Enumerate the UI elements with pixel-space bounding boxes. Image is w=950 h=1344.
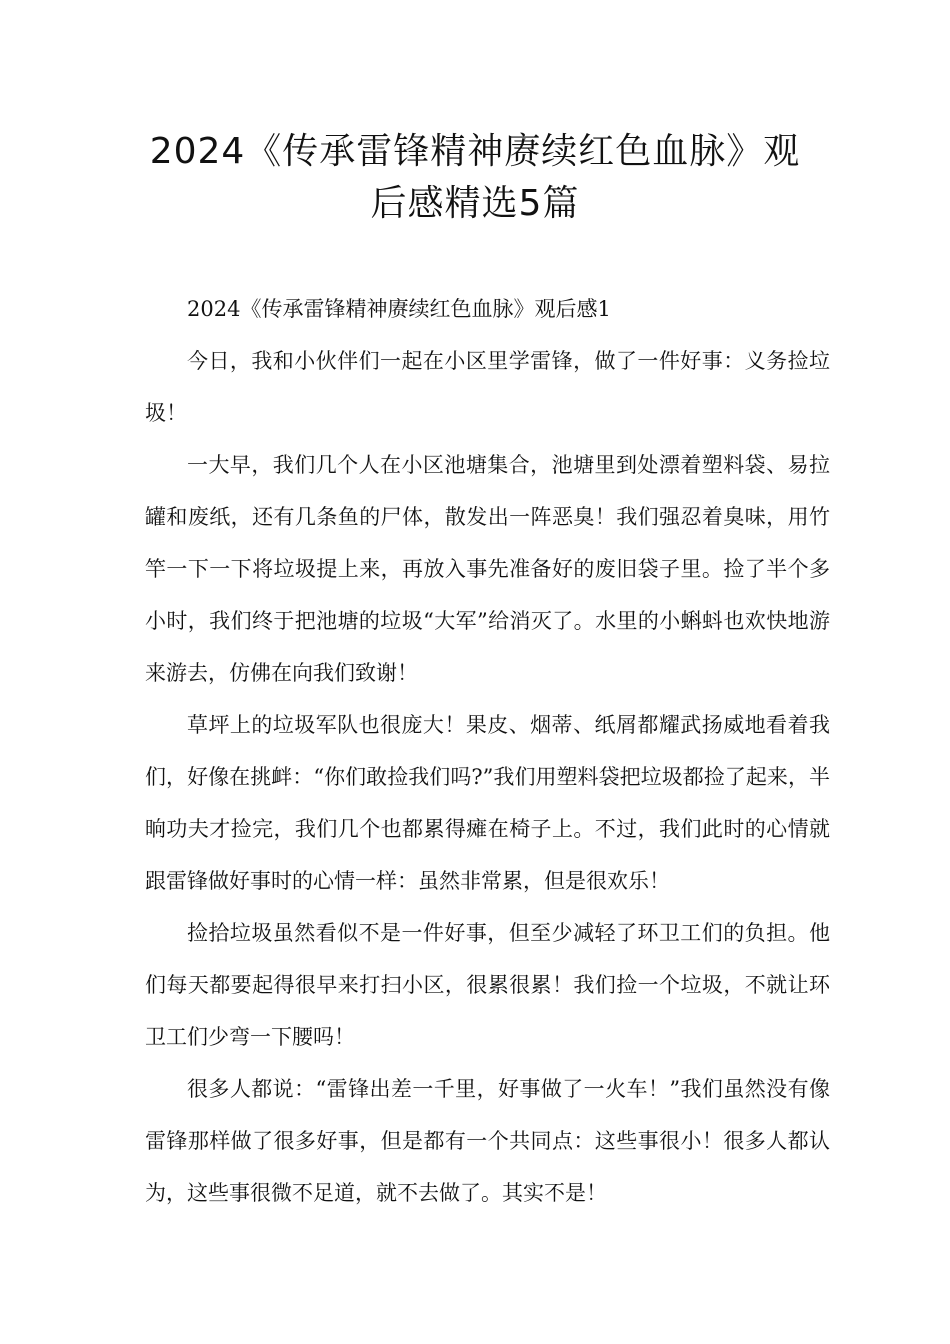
paragraph: 一大早，我们几个人在小区池塘集合，池塘里到处漂着塑料袋、易拉罐和废纸，还有几条鱼的尸体，散发出一阵恶臭！我们强忍着臭味，用竹竿一下一下将垃圾提上来，再放入事先准备好的废旧袋子里。捡了半个多小时，我们终于把池塘的垃圾“大军”给消灭了。水里的小蝌蚪也欢快地游来游去，仿佛在向我们致谢！	[145, 453, 830, 685]
paragraph: 草坪上的垃圾军队也很庞大！果皮、烟蒂、纸屑都耀武扬威地看着我们，好像在挑衅：“你们敢捡我们吗?”我们用塑料袋把垃圾都捡了起来，半晌功夫才捡完，我们几个也都累得瘫在椅子上。不过，我们此时的心情就跟雷锋做好事时的心情一样：虽然非常累，但是很欢乐！	[145, 713, 830, 893]
title-line-1: 2024《传承雷锋精神赓续红色血脉》观	[149, 131, 801, 172]
paragraph: 很多人都说：“雷锋出差一千里，好事做了一火车！”我们虽然没有像雷锋那样做了很多好事，但是都有一个共同点：这些事很小！很多人都认为，这些事很微不足道，就不去做了。其实不是！	[145, 1077, 830, 1205]
document-title	[100, 126, 850, 230]
paragraph: 捡拾垃圾虽然看似不是一件好事，但至少减轻了环卫工们的负担。他们每天都要起得很早来打扫小区，很累很累！我们捡一个垃圾，不就让环卫工们少弯一下腰吗！	[145, 921, 830, 1049]
section-heading: 2024《传承雷锋精神赓续红色血脉》观后感1	[187, 297, 611, 321]
title-line-2: 后感精选5篇	[370, 183, 580, 224]
paragraph: 今日，我和小伙伴们一起在小区里学雷锋，做了一件好事：义务捡垃圾！	[145, 349, 830, 425]
document-body	[145, 283, 830, 1219]
